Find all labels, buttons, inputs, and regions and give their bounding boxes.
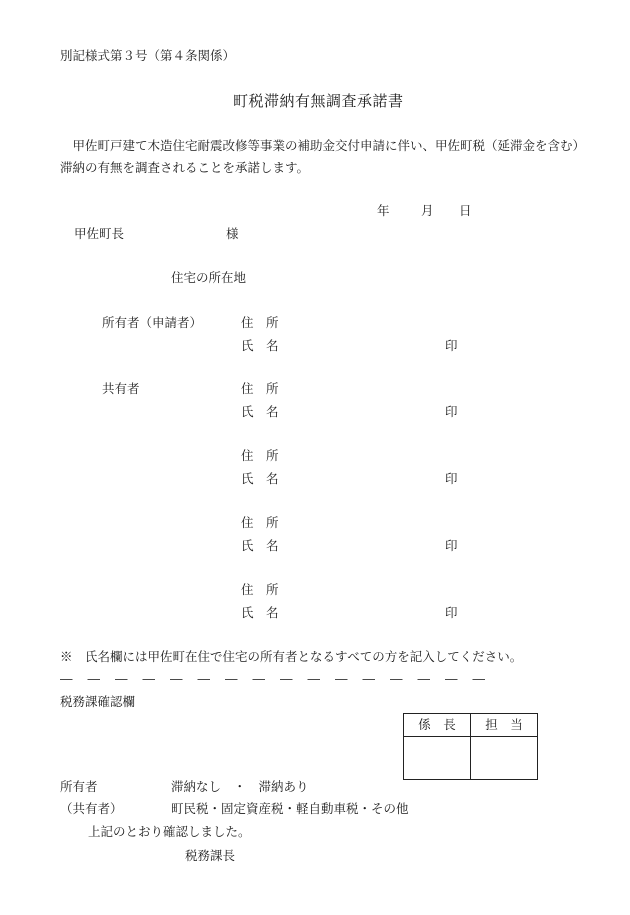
note-text: ※ 氏名欄には甲佐町在住で住宅の所有者となるすべての方を記入してください。 [60, 649, 523, 664]
tax-types: 町民税・固定資産税・軽自動車税・その他 [171, 801, 409, 816]
dash: ― [472, 671, 485, 686]
addressee-name: 甲佐町長 [74, 226, 125, 241]
addressee-honorific: 様 [226, 226, 239, 241]
tax-section-heading: 税務課確認欄 [60, 694, 136, 709]
co-owner-seal: 印 [445, 404, 458, 419]
dash: ― [362, 671, 375, 686]
dash: ― [445, 671, 458, 686]
stamp-cell-staff[interactable] [471, 737, 538, 780]
dash: ― [335, 671, 348, 686]
form-number: 別記様式第３号（第４条関係） [60, 48, 236, 63]
tax-status-options: 滞納なし ・ 滞納あり [171, 779, 309, 794]
dash: ― [307, 671, 320, 686]
co-owner-name-label: 氏 名 [241, 538, 279, 553]
date-day: 日 [459, 203, 472, 218]
approval-stamp-table [403, 713, 538, 780]
co-owner-name-label: 氏 名 [241, 471, 279, 486]
document-title: 町税滞納有無調査承諾書 [233, 92, 404, 110]
owner-label: 所有者（申請者） [102, 315, 203, 330]
dash: ― [280, 671, 293, 686]
dash: ― [142, 671, 155, 686]
dash: ― [417, 671, 430, 686]
dash: ― [87, 671, 100, 686]
date-month: 月 [421, 203, 434, 218]
dash: ― [225, 671, 238, 686]
co-owner-seal: 印 [445, 605, 458, 620]
dash: ― [197, 671, 210, 686]
dash: ― [60, 671, 73, 686]
co-owner-seal: 印 [445, 471, 458, 486]
co-owner-address-label: 住 所 [241, 448, 279, 463]
confirmation-text: 上記のとおり確認しました。 [88, 824, 251, 839]
tax-owner-label: 所有者 [60, 779, 98, 794]
stamp-header-staff: 担 当 [471, 714, 538, 737]
co-owner-address-label: 住 所 [241, 381, 279, 396]
house-location-label: 住宅の所在地 [171, 270, 247, 285]
co-owner-name-label: 氏 名 [241, 605, 279, 620]
dash: ― [390, 671, 403, 686]
cut-line [60, 673, 500, 686]
tax-signer: 税務課長 [185, 848, 236, 863]
dash: ― [252, 671, 265, 686]
co-owner-address-label: 住 所 [241, 515, 279, 530]
stamp-cell-chief[interactable] [404, 737, 471, 780]
dash: ― [170, 671, 183, 686]
tax-co-owner-label: （共有者） [60, 801, 123, 816]
co-owner-address-label: 住 所 [241, 582, 279, 597]
co-owner-label: 共有者 [102, 381, 140, 396]
date-year: 年 [377, 203, 390, 218]
stamp-header-chief: 係 長 [404, 714, 471, 737]
dash: ― [115, 671, 128, 686]
co-owner-seal: 印 [445, 538, 458, 553]
owner-name-label: 氏 名 [241, 338, 279, 353]
owner-address-label: 住 所 [241, 315, 279, 330]
owner-seal: 印 [445, 338, 458, 353]
consent-statement: 甲佐町戸建て木造住宅耐震改修等事業の補助金交付申請に伴い、甲佐町税（延滞金を含む）滞納の有無を調査されることを承諾します。 [60, 138, 586, 175]
co-owner-name-label: 氏 名 [241, 404, 279, 419]
